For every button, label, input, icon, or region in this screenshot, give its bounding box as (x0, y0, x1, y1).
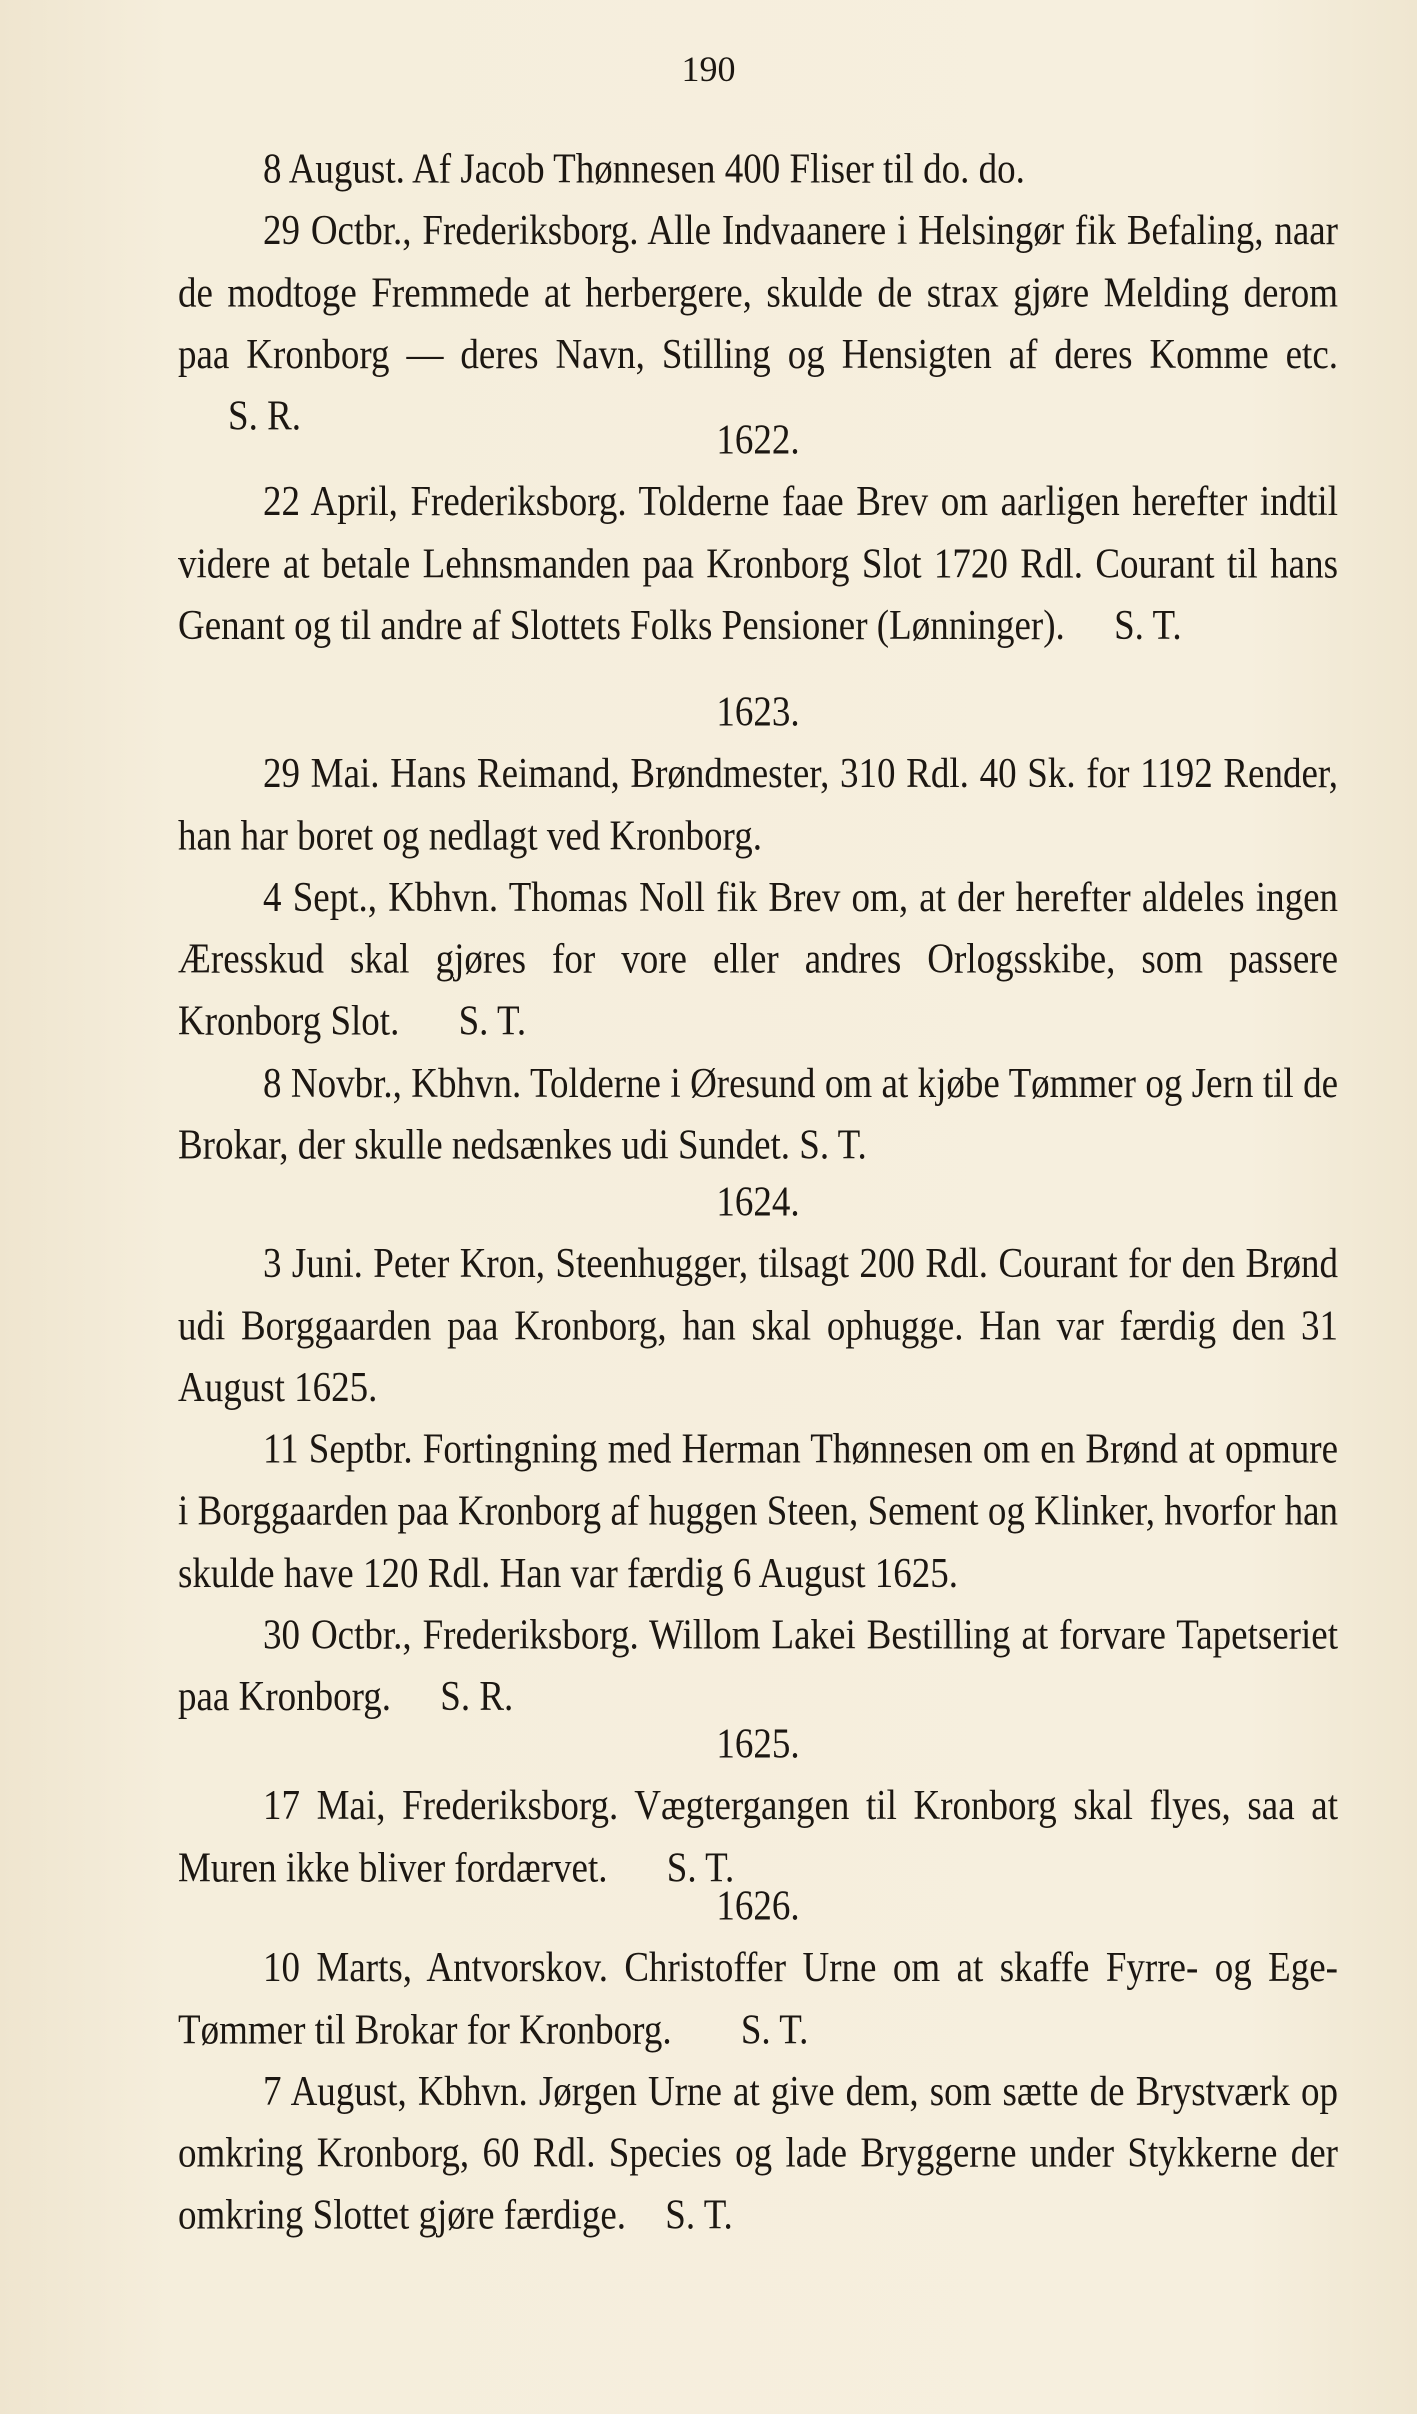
year-heading: 1626. (716, 1882, 800, 1930)
entry-text: 30 Octbr., Frederiksborg. Willom Lakei Bestilling at forvare Tapetseriet paa Kronborg. (178, 1612, 1338, 1721)
text-block-1625 (178, 1714, 1338, 1900)
entry (178, 1234, 1338, 1420)
entry-signature: S. R. (440, 1674, 514, 1721)
year-heading: 1625. (716, 1720, 800, 1768)
entry (178, 1420, 1338, 1606)
text-block-1622 (178, 410, 1338, 658)
entry-text: 7 August, Kbhvn. Jørgen Urne at give dem, som sætte de Brystværk op omkring Kronborg, 60 Rdl. Species og lade Bryggerne under Stykkerne der omkring Slottet gjøre færdige. (178, 2068, 1338, 2240)
entry (178, 1938, 1338, 2062)
year-heading: 1622. (716, 416, 800, 464)
entry-signature: S. T. (740, 2006, 809, 2054)
text-block-1 (178, 139, 1338, 448)
year-heading: 1624. (716, 1178, 800, 1226)
entry-text: 8 August. Af Jacob Thønnesen 400 Fliser til do. do. (263, 145, 1025, 193)
entry (178, 2062, 1338, 2248)
entry-signature: S. T. (666, 1844, 735, 1892)
entry-signature: S. T. (1114, 602, 1182, 650)
entry-text: 8 Novbr., Kbhvn. Tolderne i Øresund om at kjøbe Tømmer og Jern til de Brokar, der skulle nedsænkes udi Sundet. S. T. (178, 1060, 1338, 1169)
entry-text: 29 Mai. Hans Reimand, Brøndmester, 310 Rdl. 40 Sk. for 1192 Render, han har boret og nedlagt ved Kronborg. (178, 750, 1338, 860)
entry-text: 3 Juni. Peter Kron, Steenhugger, tilsagt 200 Rdl. Courant for den Brønd udi Borggaarden paa Kronborg, han skal ophugge. Han var færdig den 31 August 1625. (178, 1240, 1338, 1412)
entry (178, 472, 1338, 658)
entry (178, 1053, 1338, 1177)
entry-text: 10 Marts, Antvorskov. Christoffer Urne om at skaffe Fyrre- og Ege-Tømmer til Brokar for Kronborg. (178, 1944, 1338, 2054)
entry-signature: S. T. (665, 2192, 733, 2240)
entry (178, 868, 1338, 1054)
year-heading: 1623. (716, 688, 800, 736)
entry-text: 11 Septbr. Fortingning med Herman Thønnesen om en Brønd at opmure i Borggaarden paa Kronborg af huggen Steen, Sement og Klinker, hvorfor han skulde have 120 Rdl. Han var færdig 6 August 1625. (178, 1426, 1338, 1597)
entry-signature: S. R. (228, 393, 302, 441)
entry (178, 139, 1338, 201)
text-block-1624 (178, 1172, 1338, 1729)
text-block-1626 (178, 1876, 1338, 2247)
entry-signature: S. T. (458, 998, 527, 1046)
text-block-1623 (178, 682, 1338, 1177)
entry-text: 17 Mai, Frederiksborg. Vægtergangen til Kronborg skal flyes, saa at Muren ikke bliver fordærvet. (178, 1782, 1338, 1892)
entry (178, 1605, 1338, 1729)
entry (178, 744, 1338, 868)
entry-text: 22 April, Frederiksborg. Tolderne faae Brev om aarligen herefter indtil videre at betale Lehnsmanden paa Kronborg Slot 1720 Rdl. Courant til hans Genant og til andre af Slottets Folks Pensioner (Lønninger). (178, 478, 1338, 650)
entry-text: 29 Octbr., Frederiksborg. Alle Indvaanere i Helsingør fik Befaling, naar de modtoge Fremmede at herbergere, skulde de strax gjøre Melding derom paa Kronborg — deres Navn, Stilling og Hensigten af deres Komme etc. (178, 207, 1338, 379)
page-number: 190 (681, 49, 736, 89)
entry-text: 4 Sept., Kbhvn. Thomas Noll fik Brev om, at der herefter aldeles ingen Æresskud skal gjøres for vore eller andres Orlogsskibe, som passere Kronborg Slot. (178, 874, 1338, 1046)
